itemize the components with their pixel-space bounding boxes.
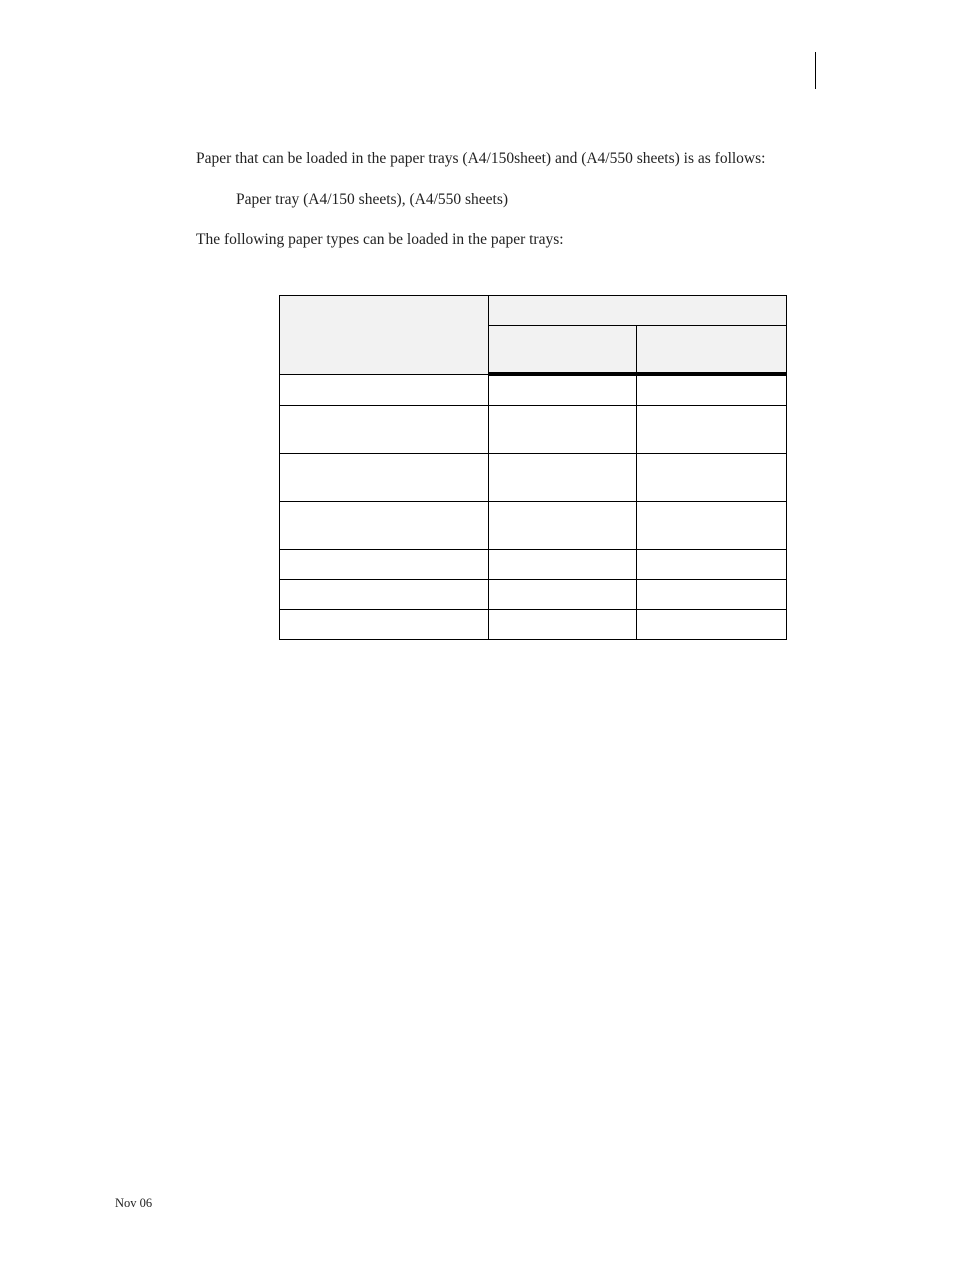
table-cell [637, 406, 787, 454]
table-cell [280, 406, 489, 454]
table-cell [280, 550, 489, 580]
table-cell [637, 374, 787, 406]
table-row [280, 502, 787, 550]
table-row [280, 580, 787, 610]
table-cell [489, 580, 637, 610]
header-paper-type [280, 296, 489, 375]
paper-types-paragraph: The following paper types can be loaded in the paper trays: [196, 231, 564, 248]
change-bar [815, 52, 816, 89]
table-cell [637, 502, 787, 550]
table-cell [280, 502, 489, 550]
table-row [280, 454, 787, 502]
footer-date: Nov 06 [115, 1196, 153, 1210]
table-cell [637, 454, 787, 502]
table-cell [489, 374, 637, 406]
header-col-1 [489, 326, 637, 375]
intro-paragraph: Paper that can be loaded in the paper trays (A4/150sheet) and (A4/550 sheets) is as follows: [196, 150, 766, 167]
table-cell [489, 502, 637, 550]
table-row [280, 374, 787, 406]
table-cell [637, 580, 787, 610]
table-cell [489, 454, 637, 502]
table-cell [489, 550, 637, 580]
table-row [280, 610, 787, 640]
header-col-2 [637, 326, 787, 375]
table-cell [489, 610, 637, 640]
table-cell [280, 374, 489, 406]
table-cell [280, 580, 489, 610]
table-cell [489, 406, 637, 454]
header-tray-group [489, 296, 787, 326]
table-cell [637, 550, 787, 580]
table-row [280, 550, 787, 580]
tray-list-item: Paper tray (A4/150 sheets), (A4/550 sheets) [236, 191, 509, 208]
table-cell [280, 610, 489, 640]
table-cell [637, 610, 787, 640]
paper-types-table [279, 295, 787, 640]
table-cell [280, 454, 489, 502]
table-row [280, 406, 787, 454]
